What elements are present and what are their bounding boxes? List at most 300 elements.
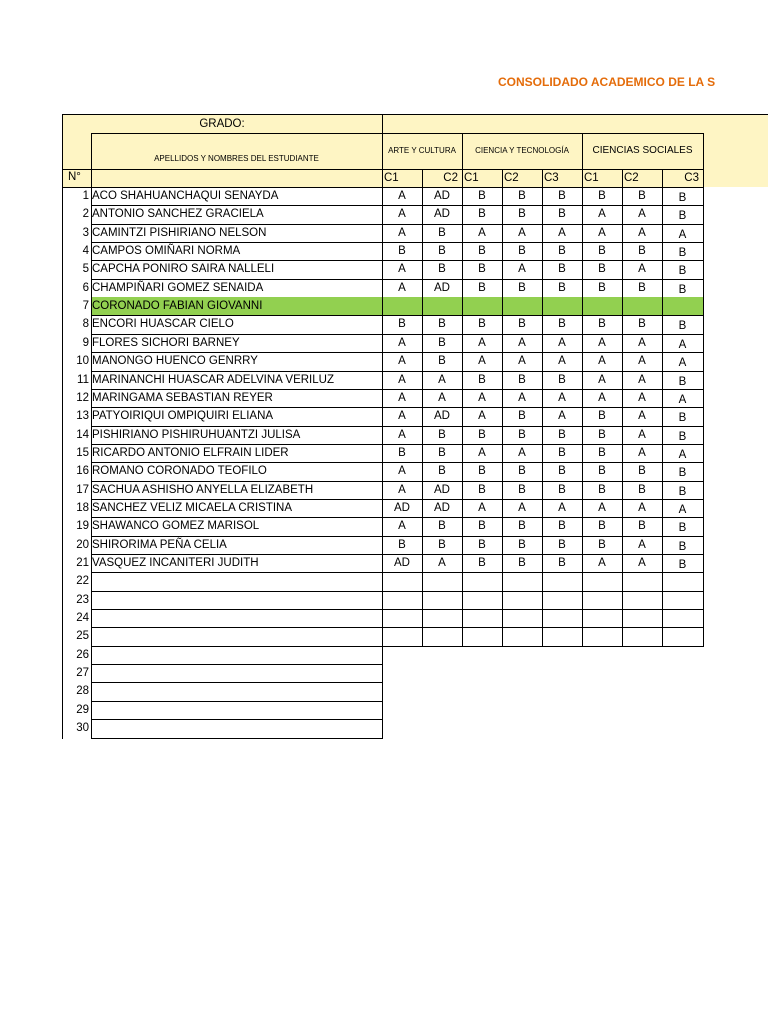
- grid-line: [542, 352, 543, 372]
- student-column-header: APELLIDOS Y NOMBRES DEL ESTUDIANTE: [154, 154, 319, 163]
- grid-line: [582, 352, 583, 372]
- grade-cell: B: [598, 245, 606, 257]
- student-name: MARINGAMA SEBASTIAN REYER: [92, 392, 273, 404]
- grid-line: [91, 591, 704, 592]
- grade-cell: A: [678, 339, 687, 351]
- grade-cell: B: [598, 410, 606, 422]
- grid-line: [582, 499, 583, 518]
- grid-line: [662, 297, 663, 316]
- grid-line: [382, 664, 383, 683]
- row-number: 22: [76, 575, 89, 587]
- grid-line: [703, 334, 704, 353]
- grid-line: [582, 481, 583, 500]
- grid-line: [703, 133, 704, 188]
- row-number: 19: [76, 520, 89, 532]
- grid-line: [91, 426, 92, 445]
- row-number: 2: [82, 208, 89, 220]
- grade-cell: B: [438, 429, 446, 441]
- grid-line: [703, 187, 704, 206]
- grid-line: [91, 224, 92, 243]
- grade-cell: A: [558, 337, 566, 349]
- grade-cell: AD: [434, 282, 450, 294]
- grid-line: [582, 517, 583, 537]
- grade-cell: B: [678, 247, 687, 259]
- grade-cell: B: [638, 190, 646, 202]
- grid-line: [62, 169, 704, 170]
- grid-line: [703, 371, 704, 390]
- grid-line: [422, 462, 423, 482]
- grid-line: [703, 260, 704, 280]
- grid-line: [422, 517, 423, 537]
- grid-line: [422, 536, 423, 555]
- grid-line: [422, 187, 423, 206]
- grid-line: [382, 646, 383, 665]
- grid-line: [382, 260, 383, 280]
- grade-cell: AD: [394, 557, 410, 569]
- grade-cell: A: [638, 227, 646, 239]
- grid-line: [462, 591, 463, 610]
- grade-cell: B: [438, 355, 446, 367]
- grid-line: [703, 554, 704, 573]
- grid-line: [703, 389, 704, 408]
- grade-cell: A: [638, 337, 646, 349]
- grade-cell: B: [478, 465, 486, 477]
- grid-line: [703, 279, 704, 298]
- grade-cell: A: [478, 392, 486, 404]
- grade-cell: B: [478, 190, 486, 202]
- grid-line: [622, 371, 623, 390]
- row-number: 1: [82, 190, 89, 202]
- grid-line: [662, 352, 663, 372]
- grid-line: [382, 462, 383, 482]
- grade-cell: B: [478, 484, 486, 496]
- grid-line: [502, 169, 503, 188]
- grid-line: [703, 205, 704, 225]
- grid-line: [422, 371, 423, 390]
- grid-line: [502, 444, 503, 463]
- grid-line: [662, 389, 663, 408]
- student-name: CAMPOS OMIÑARI NORMA: [92, 245, 241, 257]
- grid-line: [91, 719, 92, 739]
- grid-line: [91, 205, 92, 225]
- grade-cell: A: [398, 227, 406, 239]
- grid-line: [502, 499, 503, 518]
- grid-line: [91, 554, 92, 573]
- grid-line: [662, 591, 663, 610]
- grade-cell: A: [398, 263, 406, 275]
- grid-line: [91, 407, 92, 427]
- grid-line: [382, 591, 383, 610]
- grade-cell: A: [518, 263, 526, 275]
- grid-line: [91, 242, 92, 261]
- grid-line: [502, 481, 503, 500]
- row-number: 7: [82, 300, 89, 312]
- student-name: SACHUA ASHISHO ANYELLA ELIZABETH: [92, 484, 314, 496]
- student-name: MARINANCHI HUASCAR ADELVINA VERILUZ: [92, 374, 334, 386]
- grade-cell: B: [678, 192, 687, 204]
- grid-line: [382, 554, 383, 573]
- grid-line: [622, 297, 623, 316]
- grid-line: [703, 572, 704, 592]
- grade-cell: AD: [434, 208, 450, 220]
- grade-cell: B: [598, 465, 606, 477]
- grid-line: [542, 609, 543, 628]
- grid-line: [422, 297, 423, 316]
- student-name: ANTONIO SANCHEZ GRACIELA: [92, 208, 264, 220]
- grade-cell: A: [518, 502, 526, 514]
- grade-cell: B: [438, 227, 446, 239]
- grid-line: [382, 407, 383, 427]
- grid-line: [462, 334, 463, 353]
- grid-line: [542, 554, 543, 573]
- grade-cell: B: [478, 374, 486, 386]
- grade-cell: B: [558, 282, 566, 294]
- grid-line: [91, 536, 92, 555]
- grid-line: [703, 242, 704, 261]
- grade-cell: A: [398, 208, 406, 220]
- grid-line: [422, 279, 423, 298]
- grade-cell: B: [438, 263, 446, 275]
- grid-line: [622, 481, 623, 500]
- grid-line: [462, 389, 463, 408]
- competency-header: C3: [544, 172, 559, 184]
- grade-cell: A: [598, 374, 606, 386]
- grade-cell: A: [478, 502, 486, 514]
- row-number: 17: [76, 484, 89, 496]
- grade-cell: A: [398, 484, 406, 496]
- grade-cell: AD: [434, 484, 450, 496]
- grid-line: [622, 279, 623, 298]
- grid-line: [91, 572, 704, 573]
- competency-header: C2: [504, 172, 519, 184]
- grid-line: [502, 389, 503, 408]
- grid-line: [382, 352, 383, 372]
- grade-cell: A: [478, 337, 486, 349]
- grid-line: [542, 407, 543, 427]
- grid-line: [662, 279, 663, 298]
- grado-label: GRADO:: [199, 118, 245, 130]
- grid-line: [382, 572, 383, 592]
- grid-line: [542, 481, 543, 500]
- competency-header: C2: [443, 172, 458, 184]
- grade-cell: A: [558, 502, 566, 514]
- grade-cell: B: [678, 284, 687, 296]
- grid-line: [91, 352, 92, 372]
- grade-cell: B: [438, 337, 446, 349]
- grade-cell: B: [598, 190, 606, 202]
- grid-line: [91, 334, 92, 353]
- grade-cell: B: [678, 486, 687, 498]
- grid-line: [662, 426, 663, 445]
- grid-line: [622, 554, 623, 573]
- grade-cell: B: [558, 465, 566, 477]
- grid-line: [382, 701, 383, 720]
- grid-line: [462, 609, 463, 628]
- grade-cell: A: [558, 410, 566, 422]
- student-name: SHAWANCO GOMEZ MARISOL: [92, 520, 260, 532]
- grid-line: [91, 664, 92, 683]
- grade-cell: A: [678, 504, 687, 516]
- grid-line: [582, 389, 583, 408]
- grid-line: [382, 609, 383, 628]
- grid-line: [502, 426, 503, 445]
- grid-line: [502, 187, 503, 206]
- grid-line: [622, 169, 623, 188]
- grid-line: [703, 517, 704, 537]
- grid-line: [582, 371, 583, 390]
- grid-line: [91, 664, 383, 665]
- grid-line: [703, 444, 704, 463]
- grid-line: [91, 279, 92, 298]
- grade-cell: B: [678, 522, 687, 534]
- grid-line: [542, 426, 543, 445]
- grade-cell: B: [678, 431, 687, 443]
- grade-cell: B: [558, 484, 566, 496]
- grade-cell: B: [558, 245, 566, 257]
- student-name: CAMINTZI PISHIRIANO NELSON: [92, 227, 267, 239]
- grade-cell: A: [398, 355, 406, 367]
- row-number: 26: [76, 649, 89, 661]
- row-number: 23: [76, 594, 89, 606]
- grade-cell: A: [518, 337, 526, 349]
- row-number: 6: [82, 282, 89, 294]
- grade-cell: B: [438, 520, 446, 532]
- grid-line: [542, 169, 543, 188]
- row-number: 5: [82, 263, 89, 275]
- grid-line: [462, 297, 463, 316]
- grid-line: [91, 133, 704, 134]
- grid-line: [622, 572, 623, 592]
- grade-cell: B: [558, 520, 566, 532]
- student-name: ACO SHAHUANCHAQUI SENAYDA: [92, 190, 279, 202]
- grid-line: [502, 407, 503, 427]
- grade-cell: A: [398, 465, 406, 477]
- grade-cell: B: [438, 318, 446, 330]
- grade-cell: AD: [434, 190, 450, 202]
- grid-line: [462, 426, 463, 445]
- row-number: 11: [77, 374, 89, 386]
- grid-line: [422, 260, 423, 280]
- area-header: ARTE Y CULTURA: [388, 146, 456, 155]
- grade-cell: A: [478, 355, 486, 367]
- grid-line: [382, 242, 383, 261]
- grid-line: [502, 627, 503, 647]
- grade-cell: A: [638, 539, 646, 551]
- grid-line: [382, 627, 383, 647]
- grade-cell: B: [558, 263, 566, 275]
- grade-cell: B: [558, 557, 566, 569]
- grade-cell: A: [678, 357, 687, 369]
- grid-line: [422, 315, 423, 335]
- grid-line: [502, 279, 503, 298]
- grid-line: [422, 224, 423, 243]
- student-name: PISHIRIANO PISHIRUHUANTZI JULISA: [92, 429, 301, 441]
- grid-line: [622, 242, 623, 261]
- grid-line: [622, 462, 623, 482]
- grade-cell: B: [478, 245, 486, 257]
- grid-line: [662, 609, 663, 628]
- grade-cell: B: [678, 265, 687, 277]
- grade-cell: A: [558, 392, 566, 404]
- grid-line: [622, 389, 623, 408]
- grade-cell: A: [518, 227, 526, 239]
- grid-line: [91, 719, 383, 720]
- grid-line: [703, 627, 704, 647]
- grid-line: [502, 462, 503, 482]
- area-header: CIENCIA Y TECNOLOGÍA: [475, 146, 569, 155]
- row-number: 25: [76, 630, 89, 642]
- grid-line: [462, 242, 463, 261]
- grid-line: [703, 591, 704, 610]
- grid-line: [462, 187, 463, 206]
- grade-cell: B: [598, 263, 606, 275]
- grid-line: [582, 609, 583, 628]
- grid-line: [91, 481, 92, 500]
- row-number: 18: [76, 502, 89, 514]
- grid-line: [622, 591, 623, 610]
- grid-line: [422, 609, 423, 628]
- grade-cell: B: [398, 245, 406, 257]
- student-name: SHIRORIMA PEÑA CELIA: [92, 539, 227, 551]
- grid-line: [462, 517, 463, 537]
- grade-cell: A: [438, 392, 446, 404]
- grid-line: [502, 205, 503, 225]
- grid-line: [422, 407, 423, 427]
- grade-cell: B: [478, 520, 486, 532]
- competency-header: C1: [384, 172, 399, 184]
- row-number: 14: [76, 429, 89, 441]
- grid-line: [662, 205, 663, 225]
- grade-cell: A: [518, 355, 526, 367]
- grid-line: [582, 536, 583, 555]
- grade-cell: A: [678, 394, 687, 406]
- grid-line: [703, 224, 704, 243]
- grade-cell: A: [598, 355, 606, 367]
- grade-cell: A: [638, 355, 646, 367]
- grid-line: [382, 481, 383, 500]
- grade-cell: B: [398, 539, 406, 551]
- grid-line: [582, 572, 583, 592]
- grid-line: [91, 315, 92, 335]
- grid-line: [502, 352, 503, 372]
- grid-line: [382, 719, 383, 739]
- grid-line: [422, 426, 423, 445]
- grade-cell: A: [478, 447, 486, 459]
- grid-line: [703, 297, 704, 316]
- grade-cell: B: [638, 520, 646, 532]
- grade-cell: B: [638, 282, 646, 294]
- grid-line: [422, 242, 423, 261]
- grid-line: [662, 169, 663, 188]
- grid-line: [542, 260, 543, 280]
- grid-line: [382, 426, 383, 445]
- grid-line: [582, 260, 583, 280]
- grid-line: [622, 260, 623, 280]
- grid-line: [502, 371, 503, 390]
- grade-cell: A: [518, 392, 526, 404]
- grade-cell: A: [558, 355, 566, 367]
- competency-header: C3: [684, 172, 699, 184]
- grade-cell: B: [518, 282, 526, 294]
- grid-line: [62, 187, 63, 739]
- grade-cell: B: [478, 208, 486, 220]
- grade-cell: A: [678, 449, 687, 461]
- student-name: CORONADO FABIAN GIOVANNI: [92, 300, 263, 312]
- grade-cell: A: [638, 374, 646, 386]
- grid-line: [542, 315, 543, 335]
- grid-line: [582, 554, 583, 573]
- grid-line: [703, 499, 704, 518]
- grid-line: [622, 536, 623, 555]
- competency-header: C1: [584, 172, 599, 184]
- student-name: ROMANO CORONADO TEOFILO: [92, 465, 267, 477]
- grid-line: [582, 279, 583, 298]
- grade-cell: A: [398, 429, 406, 441]
- grade-cell: B: [478, 282, 486, 294]
- grid-line: [382, 114, 383, 188]
- row-number: 28: [76, 685, 89, 697]
- grid-line: [382, 371, 383, 390]
- grade-cell: A: [638, 502, 646, 514]
- grade-cell: B: [558, 318, 566, 330]
- grid-line: [542, 205, 543, 225]
- grid-line: [62, 114, 768, 115]
- grade-cell: A: [518, 447, 526, 459]
- grid-line: [91, 609, 704, 610]
- grid-line: [502, 242, 503, 261]
- grid-line: [91, 609, 92, 628]
- grid-line: [422, 389, 423, 408]
- grid-line: [703, 462, 704, 482]
- grid-line: [382, 315, 383, 335]
- grade-cell: A: [598, 502, 606, 514]
- grid-line: [422, 499, 423, 518]
- grid-line: [542, 389, 543, 408]
- row-number: 29: [76, 704, 89, 716]
- grid-line: [91, 133, 92, 188]
- grade-cell: B: [478, 557, 486, 569]
- grade-cell: B: [678, 467, 687, 479]
- grade-cell: B: [558, 208, 566, 220]
- grid-line: [91, 572, 92, 592]
- grid-line: [502, 536, 503, 555]
- grid-line: [703, 407, 704, 427]
- grid-line: [662, 627, 663, 647]
- grade-cell: B: [558, 539, 566, 551]
- grid-line: [382, 205, 383, 225]
- grid-line: [502, 517, 503, 537]
- grid-line: [91, 517, 92, 537]
- grade-cell: B: [438, 245, 446, 257]
- report-title: CONSOLIDADO ACADEMICO DE LA S: [498, 75, 716, 89]
- grid-line: [382, 389, 383, 408]
- grid-line: [422, 444, 423, 463]
- grade-cell: B: [598, 429, 606, 441]
- competency-header: C1: [464, 172, 479, 184]
- grade-cell: B: [438, 447, 446, 459]
- grade-cell: A: [638, 263, 646, 275]
- grade-cell: B: [518, 190, 526, 202]
- grid-line: [502, 554, 503, 573]
- row-number: 16: [76, 465, 89, 477]
- grade-cell: A: [398, 392, 406, 404]
- grade-cell: A: [638, 208, 646, 220]
- grid-line: [662, 444, 663, 463]
- grid-line: [382, 682, 383, 702]
- grade-cell: B: [638, 318, 646, 330]
- row-number: 13: [76, 410, 89, 422]
- grid-line: [422, 554, 423, 573]
